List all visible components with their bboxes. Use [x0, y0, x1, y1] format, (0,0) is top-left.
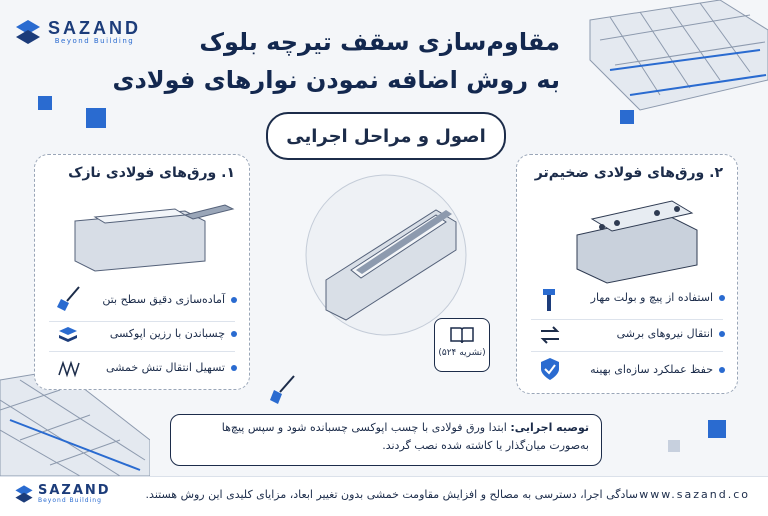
footer-brand-tagline: Beyond Building: [38, 497, 102, 504]
page-title-line2: به روش اضافه نمودن نوارهای فولادی: [112, 66, 560, 94]
sazand-logo-icon: [14, 484, 34, 504]
arrows-icon: [539, 325, 561, 345]
thin-plate-beam-illustration: [65, 191, 235, 281]
right-item-3: حفظ عملکرد سازه‌ای بهینه: [590, 363, 725, 376]
left-item-1: آماده‌سازی دقیق سطح بتن: [102, 293, 237, 306]
slab-illustration-top-right: [570, 0, 768, 120]
left-item-3: تسهیل انتقال تنش خمشی: [106, 361, 237, 374]
cube-decoration: [38, 96, 52, 110]
footer-brand-name: SAZAND: [38, 483, 111, 498]
note-label: توصیه اجرایی:: [510, 421, 589, 434]
spring-icon: [57, 359, 81, 379]
right-card: [516, 154, 738, 394]
footer-logo: [14, 484, 111, 504]
brand-tagline: Beyond Building: [54, 37, 135, 45]
broom-icon: [268, 374, 298, 406]
brand-name: SAZAND: [48, 18, 141, 38]
center-beam-illustration: [296, 170, 476, 340]
layers-icon: [57, 325, 79, 345]
sazand-logo-icon: [14, 18, 42, 46]
thick-plate-beam-illustration: [557, 185, 707, 285]
right-item-1: استفاده از پیچ و بولت مهار: [591, 291, 725, 304]
left-card-heading: ۱. ورق‌های فولادی نازک: [68, 165, 235, 181]
page-title-line1: مقاوم‌سازی سقف تیرچه بلوک: [199, 28, 560, 56]
reference-badge: [434, 318, 490, 372]
broom-icon: [55, 285, 83, 313]
reference-text: (نشریه ۵۲۴): [438, 348, 486, 358]
section-title: اصول و مراحل اجرایی: [266, 112, 506, 160]
cube-decoration: [708, 420, 726, 438]
cube-decoration: [620, 110, 634, 124]
book-icon: [449, 325, 475, 345]
left-item-2: چسباندن با رزین اپوکسی: [110, 327, 237, 340]
note-text: ابتدا ورق فولادی با چسب اپوکسی چسبانده شود و سپس پیچ‌ها به‌صورت میان‌گذار یا کاشته شده نصب گردند.: [221, 421, 589, 452]
brand-logo: [14, 18, 141, 46]
right-item-2: انتقال نیروهای برشی: [617, 327, 725, 340]
right-card-heading: ۲. ورق‌های فولادی ضخیم‌تر: [534, 165, 723, 181]
bolt-icon: [537, 287, 561, 313]
shield-check-icon: [539, 357, 561, 381]
cube-decoration: [668, 440, 680, 452]
cube-decoration: [86, 108, 106, 128]
footer-url[interactable]: www.sazand.co: [639, 488, 750, 501]
left-card: [34, 154, 250, 390]
footer-summary: سادگی اجرا، دسترسی به مصالح و افزایش مقاومت خمشی بدون تغییر ابعاد، مزایای کلیدی این روش هستند.: [145, 488, 638, 501]
execution-note: [170, 414, 602, 466]
